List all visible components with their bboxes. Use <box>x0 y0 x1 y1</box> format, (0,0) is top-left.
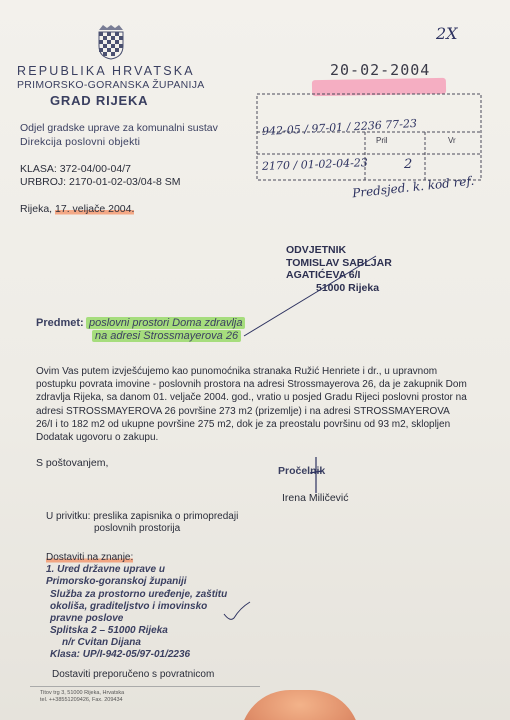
distribution-line: Služba za prostorno uređenje, zaštitu <box>50 589 228 600</box>
body-line: 26/I i to 182 m2 od ukupne površine 275 m2, dok je za preostalu površinu od 93 m2, sklopljen <box>36 418 451 430</box>
signature-icon <box>306 455 326 495</box>
body-line: zdravlja Rijeka, sa danom 01. veljače 2004. god., vratio u posjed Gradu Rijeci poslovni prostor na <box>36 392 467 404</box>
thumb-occlusion <box>240 690 360 720</box>
header-grad: GRAD RIJEKA <box>50 93 149 108</box>
attachment-line-1: U privitku: preslika zapisnika o primopredaji <box>46 511 239 522</box>
place-date-line <box>20 203 134 215</box>
urbroj-line: URBROJ: 2170-01-02-03/04-8 SM <box>20 176 181 188</box>
closing-greeting: S poštovanjem, <box>36 457 109 469</box>
body-line: adresi STROSSMAYEROVA 26 površine 273 m2 (prizemlje) i na adresi STROSSMAYEROVA <box>36 405 450 417</box>
recipient-city: 51000 Rijeka <box>316 282 380 294</box>
footer-address: Titov trg 3, 51000 Rijeka, Hrvatska <box>40 690 125 696</box>
header-republika: REPUBLIKA HRVATSKA <box>17 64 195 78</box>
subject-line-1: poslovni prostori Doma zdravlja <box>86 317 245 329</box>
distribution-line: pravne poslove <box>50 613 124 624</box>
distribution-line: 1. Ured državne uprave u <box>46 564 165 575</box>
stamp-pril-value: 2 <box>404 157 413 172</box>
handwritten-2x: 2X <box>436 24 458 43</box>
place: Rijeka, <box>20 203 56 215</box>
distribution-line: okoliša, graditeljstvo i imovinsko <box>50 601 208 612</box>
croatian-coat-of-arms-icon <box>97 24 125 60</box>
registered-mail-note: Dostaviti preporučeno s povratnicom <box>52 669 215 680</box>
subject-line-2: na adresi Strossmayerova 26 <box>92 330 241 342</box>
stamp-date: 20-02-2004 <box>330 61 431 79</box>
body-line: Ovim Vas putem izvješćujemo kao punomoćnika stranaka Ružić Henriete i dr., u upravnom <box>36 366 438 377</box>
recipient-street: AGATIĆEVA 6/I <box>286 269 361 281</box>
header-zupanija: PRIMORSKO-GORANSKA ŽUPANIJA <box>17 79 205 91</box>
stamp-urbroj-handwritten: 2170 / 01-02-04-23 <box>261 156 369 173</box>
document-date: 17. veljače 2004. <box>55 203 135 215</box>
recipient-title: ODVJETNIK <box>286 244 347 256</box>
stamp-handwritten-note: Predsjed. k. kod ref. <box>351 173 475 201</box>
distribution-line: Primorsko-goranskoj županiji <box>46 576 187 587</box>
klasa-line: KLASA: 372-04/00-04/7 <box>20 163 131 175</box>
distribution-line: Klasa: UP/I-942-05/97-01/2236 <box>50 649 191 660</box>
stamp-klasa-handwritten: 942-05 / 97-01 / 2236 77-23 <box>261 116 418 139</box>
stamp-pril-label: Pril <box>376 136 388 145</box>
distribution-line: Splitska 2 – 51000 Rijeka <box>50 625 168 636</box>
letter-body <box>36 365 494 444</box>
stamp-vr-label: Vr <box>448 136 456 145</box>
pen-stroke-icon <box>240 250 380 340</box>
body-line: postupku povrata imovine - poslovnih prostora na adresi Strossmayerova 26, da je zakupnik Dom <box>36 379 467 391</box>
checkmark-icon <box>222 600 252 624</box>
footer-divider <box>30 686 260 687</box>
attachment-line-2: poslovnih prostorija <box>94 523 181 534</box>
header-odjel: Odjel gradske uprave za komunalni sustav <box>20 122 218 134</box>
signatory-title: Pročelnik <box>278 465 326 477</box>
distribution-line: n/r Cvitan Dijana <box>62 637 141 648</box>
distribution-label: Dostaviti na znanje: <box>46 552 134 563</box>
footer-contact: tel. ++38551209426, Fax. 209434 <box>40 697 123 703</box>
header-direkcija: Direkcija poslovni objekti <box>20 136 141 148</box>
body-line: Dodatak ugovoru o zakupu. <box>36 432 159 444</box>
recipient-name: TOMISLAV SABLJAR <box>286 257 392 269</box>
subject-label: Predmet: <box>36 317 84 329</box>
signatory-name: Irena Miličević <box>282 492 349 504</box>
